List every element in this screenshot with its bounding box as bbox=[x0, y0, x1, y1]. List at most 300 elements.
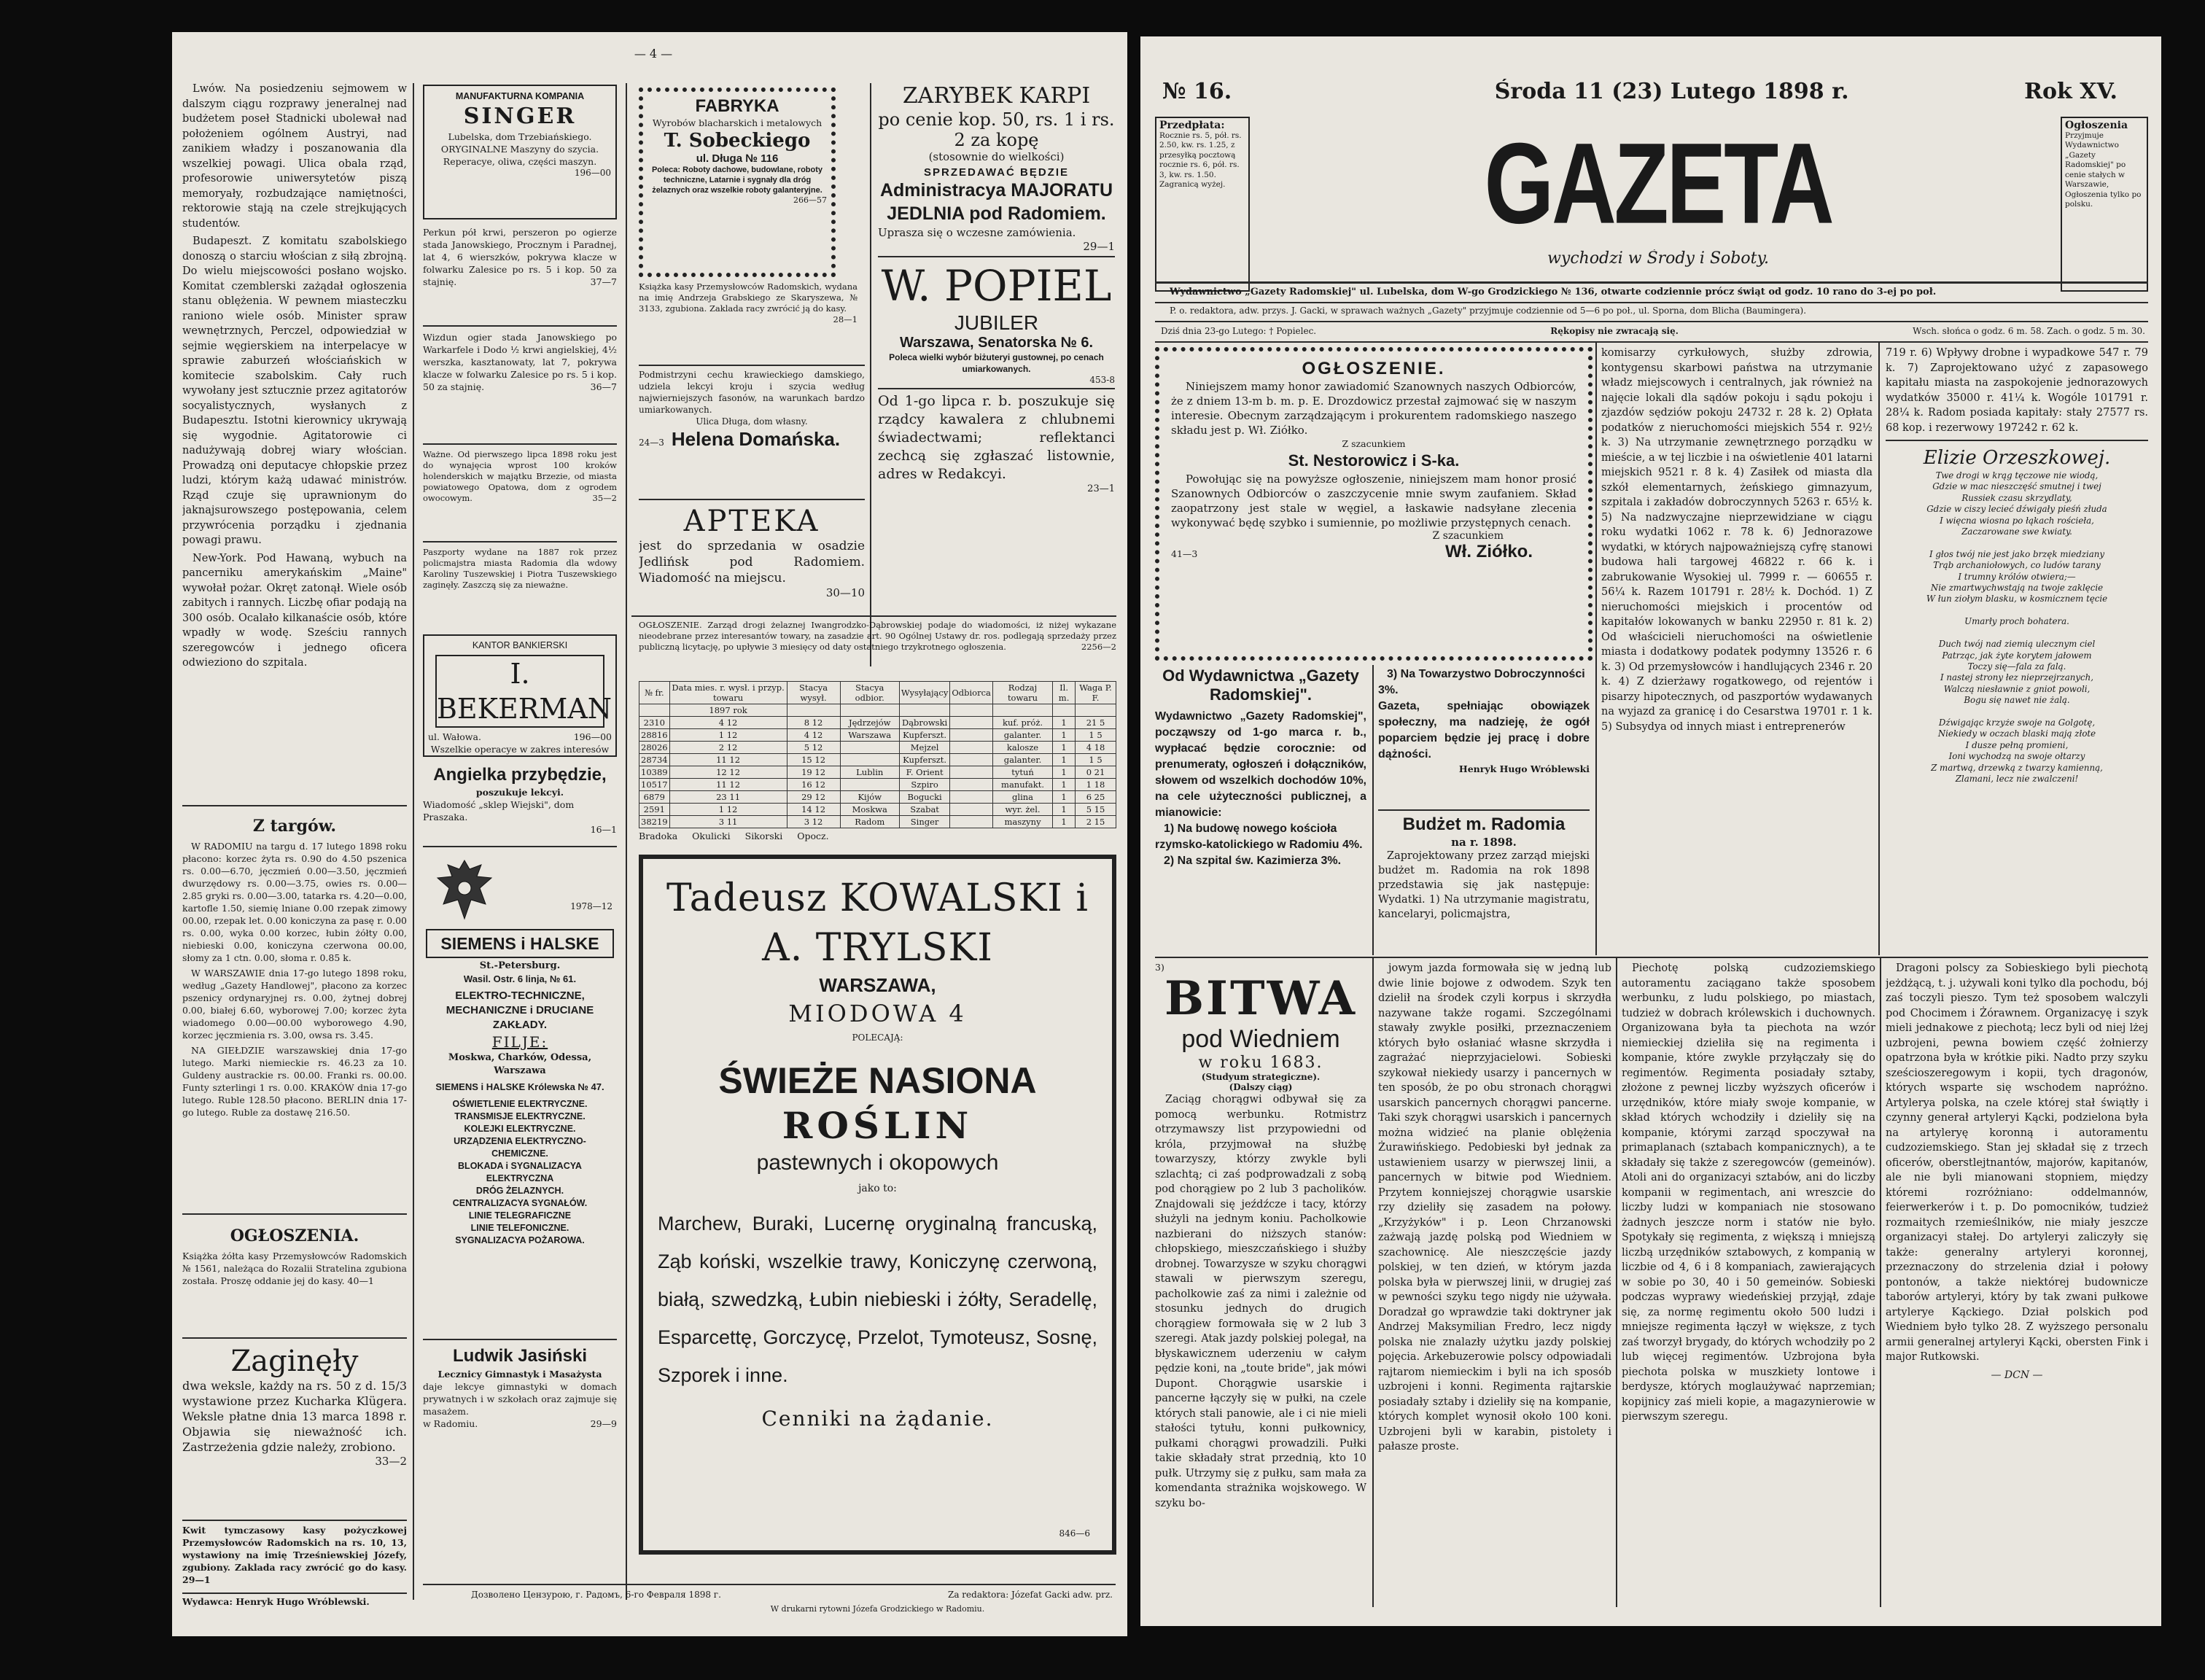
sun-line: Wsch. słońca o godz. 6 m. 58. Zach. o godz. 5 m. 30. bbox=[1913, 326, 2145, 336]
column-rule bbox=[626, 83, 627, 1600]
divider bbox=[1155, 321, 2148, 322]
siemens-warsaw: SIEMENS i HALSKE Królewska № 47. bbox=[435, 1081, 604, 1092]
siemens-service: BLOKADA i SYGNALIZACYA ELEKTRYCZNA bbox=[458, 1161, 582, 1183]
poem-line: Bogu się nawet nie żalą. bbox=[1964, 695, 2070, 706]
announcement-item: 1) Na budowę nowego kościoła rzymsko-katolickiego w Radomiu 4%. bbox=[1155, 822, 1363, 851]
railway-notice-num: 2256—2 bbox=[1081, 642, 1116, 652]
notice-signer: Wł. Ziółko. bbox=[1445, 542, 1533, 561]
poem-line: Russiek czasu skrzydlaty, bbox=[1961, 492, 2072, 503]
siemens-service: TRANSMISJE ELEKTRYCZNE. bbox=[454, 1111, 586, 1121]
fabryka-num: 266—57 bbox=[793, 195, 827, 205]
manuscripts-line: Rękopisy nie zwracają się. bbox=[1550, 326, 1679, 336]
zarybek-sub: po cenie kop. 50, rs. 1 i rs. 2 za kopę bbox=[878, 109, 1115, 150]
bitwa-year: w roku 1683. bbox=[1198, 1054, 1323, 1072]
kowalski-city: WARSZAWA, bbox=[819, 974, 936, 996]
wizdun-num: 36—7 bbox=[590, 381, 617, 392]
ludwik-sub: Lecznicy Gimnastyk i Masażysta bbox=[438, 1369, 602, 1380]
bitwa-column-4 bbox=[1886, 961, 2148, 1603]
issue-number: № 16. bbox=[1162, 79, 1232, 104]
bitwa-text: Zaciąg chorągwi odbywał się za pomocą werbunku. Rotmistrz otrzymawszy list przypowiedni od króla, przyjmował na służbę towarzyszy, którzy zwykle byli szlachtą; ci zaś podprowadzali z sobą pod chorągiew po 2 lub 3 pacholików. Znajdowali się jeźdźcze i tacy, którzy służyli na jednym koniu. Pacholkowie nazbierani do niższych stanów: chłopskiego, mieszczańskiego i służby drobnej. Towarzysze w szyku chorągwi stawali w pierwszym szeregu, pacholkowie zaś za nimi i zależnie od stosunku jednych do drugich chorągiew formowała się w 2 lub 3 szeregi. Atak jazdy polskiej polegał, na błyskawicznem uderzeniu w całym pędzie koni, na „toute bride", jak mówi Dupont. Chorągwie usarskie i pancerne łączyły się w pułki, na czele których stali panowie, ale i ci nie mieli stałości tytułu, konni pułkownicy, pułkami chorągwi prowadzili. Pułki takie składały strat przednią, kto 10 pułk. Utrzymy się z pułku, sam mała za komendanta strażnika wojskowego. W szyku bo- bbox=[1155, 1094, 1366, 1509]
announcement-text: Wydawnictwo „Gazety Radomskiej", począwszy od 1-go marca r. b., wypłacać będzie corocznie: od prenumeraty, ogłoszeń i dołączników, słowem od wszelkich dochodów 10%, na cele użyteczności publicznej, a mianowicie: bbox=[1155, 710, 1366, 819]
news-lwow: Lwów. Na posiedzeniu sejmowem w dalszym ciągu rozprawy jeneralnej nad budżetem poseł Stadnicki ubolewał nad położeniem ogólnem Austryi, nad zanikiem władzy i poszanowania dla wszelkiej powagi. Ulica obala rząd, profesorowie uniwersytetów piszą memoryały, rozbudzające namiętności, rektorowie stają na czele strejkujących studentów. bbox=[182, 83, 407, 230]
budget-column: komisarzy cyrkułowych, służby zdrowia, kontygensu skarbowi państwa na utrzymanie władz miejscowych i centralnych, jak również na najęcie lokali dla sądów pokoju i sądu pokoju i zjazdów sędziów pokoju 24732 r. 28 k. 2) Opłata podatków z nieruchomości miejskich 554 r. 92½ k. 3) Na utrzymanie zewnętrznego porządku w mieście, a w tej liczbie i na oświetlenie 401 latarni miejskich 9521 r. 8 k. 4) Zasiłek od miasta dla szkół elementarnych, żeńskiego gimnazyum, szpitala i zakładów dobroczynnych 5263 r. 65½ k. 5) Na nadzwyczajne nieprzewidziane w ciągu roku wydatki 1062 r. 78 k. 6) Jednorazowe wydatki, w których najpoważniejszą cyfrę stanowi budowa hali targowej 46822 r. 66 k. i zabrukowanie Wysokiej ul. 7999 r. — 60655 r. 56¼ k. Razem 101791 r. 28½ k. Dochód. 1) Z nieruchomości miejskich i procentów od kapitałów lokowanych w banku 22950 r. 81 k. 2) Od właścicieli nieruchomości na oświetlenie miasta i dodatkowy podatek podymny 13526 r. 6 k. 3) Od przemysłowców i handlujących 2346 r. 20 k. 4) Z dzierżawy rogatkowego, od rejentów i pisarzy hipotecznych, od paszportów wydawanych na wyjazd za granicę i do Cesarstwa 19701 r. 1 k. 5) Subsydya od innych miast i entreprenerów bbox=[1601, 347, 1872, 733]
divider bbox=[423, 443, 617, 445]
right-page bbox=[1140, 36, 2161, 1626]
notice-num: 41—3 bbox=[1171, 548, 1198, 559]
table-cell: Kupferszt. bbox=[899, 754, 949, 766]
column-rule bbox=[413, 83, 414, 1600]
kowalski-street: MIODOWA 4 bbox=[788, 1000, 967, 1027]
table-cell: 6879 bbox=[639, 791, 670, 804]
kowalski-jako: jako to: bbox=[858, 1183, 897, 1194]
poem-line: Duch twój nad ziemią ulecznym ciel bbox=[1938, 639, 2096, 650]
poem-line: I trumny królów otwiera;— bbox=[1958, 571, 2076, 582]
table-cell: Szpiro bbox=[899, 779, 949, 791]
fabryka-sub: Wyrobów blacharskich i metalowych bbox=[652, 117, 822, 128]
kowalski-num: 846—6 bbox=[1059, 1528, 1090, 1539]
market-title: Z targów. bbox=[252, 817, 337, 836]
kowalski-polecaja: POLECAJĄ: bbox=[852, 1032, 903, 1043]
ludwik-footer: w Radomiu. bbox=[423, 1418, 478, 1429]
page-number: — 4 — bbox=[634, 47, 673, 61]
angielka-title: Angielka przybędzie, bbox=[433, 765, 607, 785]
table-cell bbox=[840, 754, 899, 766]
siemens-service: LINIE TELEFONICZNE. bbox=[470, 1223, 569, 1233]
poem-line: Dźwigając krzyże swoje na Golgotę, bbox=[1938, 717, 2096, 728]
table-cell: 11 12 bbox=[669, 754, 787, 766]
left-page bbox=[172, 32, 1127, 1636]
table-stamp: Okulicki bbox=[692, 831, 731, 841]
publisher: Wydawca: Henryk Hugo Wróblewski. bbox=[182, 1596, 370, 1607]
table-cell: glina bbox=[992, 791, 1052, 804]
singer-name: SINGER bbox=[463, 104, 577, 129]
poem-line: Toczy się—fala za falą. bbox=[1967, 661, 2066, 672]
divider bbox=[1378, 809, 1590, 811]
table-cell: 28816 bbox=[639, 729, 670, 742]
notice-title: OGŁOSZENIE. bbox=[1302, 359, 1446, 378]
eagle-emblem-icon bbox=[432, 856, 497, 926]
zarybek-note: (stosownie do wielkości) bbox=[928, 150, 1065, 163]
issue-header bbox=[1162, 79, 2118, 104]
masthead-title: GAZETA bbox=[1484, 118, 1832, 248]
table-cell: 1 bbox=[1053, 766, 1076, 779]
ludwik-text: daje lekcye gimnastyki w domach prywatnych i w szkołach oraz zajmuje się masażem. bbox=[423, 1381, 617, 1417]
column-rule bbox=[1372, 958, 1374, 1607]
ad-fabryka bbox=[639, 88, 836, 277]
table-cell: 1 bbox=[1053, 742, 1076, 754]
ad-apteka bbox=[639, 505, 865, 607]
news-column bbox=[182, 82, 407, 836]
poem-line: Umarły proch bohatera. bbox=[1964, 616, 2069, 627]
table-cell: 2 12 bbox=[669, 742, 787, 754]
table-cell: 1 bbox=[1053, 717, 1076, 729]
angielka-text: Wiadomość „sklep Wiejski", dom Praszaka. bbox=[423, 799, 575, 822]
poem-line bbox=[1886, 628, 2148, 639]
popiel-text: Poleca wielki wybór biżuteryi gustownej, po cenach umiarkowanych. bbox=[889, 352, 1104, 374]
table-cell: 1 5 bbox=[1076, 754, 1116, 766]
kowalski-roslin: ROŚLIN bbox=[782, 1104, 973, 1147]
market-warszawa: W WARSZAWIE dnia 17-go lutego 1898 roku, według „Gazety Handlowej", płacono za korzec pszenicy ordynaryjnej rs. 0.00, żytnej dobrej 0.00, białej 6.60, wyborowej 7.00; korzec żyta wiadomego 0.00—00.00 wyborowego 4.90, korzec jęczmienia rs. 3.00, owsa rs. 3.45. bbox=[182, 968, 407, 1041]
kowalski-list: Marchew, Buraki, Lucernę oryginalną francuską, Ząb koński, wszelkie trawy, Koniczynę czerwoną, białą, szwedzką, Łubin niebieski i żółty, Seradellę, Esparcettę, Gorczycę, Przelot, Tymoteusz, Sosnę, Szporek i inne. bbox=[658, 1213, 1097, 1386]
apteka-title: APTEKA bbox=[683, 505, 820, 538]
table-cell: 1 bbox=[1053, 804, 1076, 816]
news-budapeszt: Budapeszt. Z komitatu szabolskiego donoszą o starciu włościan z siłą zbrojną. Do wielu miejscowości posłano wojsko. Komitat czemblerski zażądał ogłoszenia stanu oblężenia. W pewnem miasteczku raniono wiele osób. Minister spraw wewnętrznych, Perczel, odpowiedział w sejmie węgierskiem na interpelacye w sprawie zaburzeń włościańskich w komitecie szabolskim. Cały ruch wywołany jest sztucznie przez agitatorów socyalistycznych, wysłanych z Budapesztu. Istotni kierownicy ukrywają się wygodnie. Agitatorowie ci nadużywają dobrej wiary włościan. Prowadzą oni deputacye chłopskie przez ludzi, którym każą udawać ministrów. Rząd czuje się uprawnionym do jaknajsurowszego postępowania, celem przywrócenia porządku i zjednania powagi prawu. bbox=[182, 236, 407, 546]
divider bbox=[423, 541, 617, 542]
upraszacie: Uprasza się o wczesne zamówienia. bbox=[878, 226, 1076, 239]
poem-line: Trąb archaniołowych, co ludów tarany bbox=[1933, 560, 2101, 571]
table-cell: 21 5 bbox=[1076, 717, 1116, 729]
table-cell bbox=[950, 717, 993, 729]
poem-line bbox=[1886, 605, 2148, 616]
table-cell: 6 25 bbox=[1076, 791, 1116, 804]
table-header: Rodzaj towaru bbox=[992, 682, 1052, 704]
table-cell: Kijów bbox=[840, 791, 899, 804]
divider bbox=[631, 615, 1116, 617]
zaginely-title: Zaginęły bbox=[230, 1345, 359, 1378]
publisher-announcement bbox=[1155, 666, 1366, 955]
siemens-name: SIEMENS i HALSKE bbox=[426, 929, 614, 958]
siemens-service: SYGNALIZACYA POŻAROWA. bbox=[455, 1235, 585, 1245]
siemens-city: St.-Petersburg. bbox=[479, 960, 561, 971]
table-cell: 3 11 bbox=[669, 816, 787, 828]
subscription-title: Przedpłata: bbox=[1159, 120, 1225, 131]
table-cell: tytuń bbox=[992, 766, 1052, 779]
poem-line bbox=[1886, 537, 2148, 548]
announcement-item: 3) Na Towarzystwo Dobroczynności 3%. bbox=[1378, 668, 1585, 696]
table-cell bbox=[950, 779, 993, 791]
divider bbox=[182, 1213, 407, 1215]
table-cell: 1 bbox=[1053, 791, 1076, 804]
column-rule bbox=[1880, 958, 1881, 1607]
bitwa-num: 3) bbox=[1155, 962, 1164, 973]
divider bbox=[639, 365, 865, 366]
table-header: Il. m. bbox=[1053, 682, 1076, 704]
table-cell bbox=[950, 742, 993, 754]
lipca-num: 23—1 bbox=[1087, 483, 1115, 494]
poem-line: I nastej strony łez nieprzejrzanych, bbox=[1940, 672, 2094, 683]
bitwa-column-1 bbox=[1155, 961, 1366, 1603]
table-cell: 29 12 bbox=[787, 791, 840, 804]
table-row bbox=[639, 742, 1116, 754]
wazne-text: Ważne. Od pierwszego lipca 1898 roku jest do wynajęcia wprost 100 kroków holenderskich w majątku Brzezie, od miasta powiatowego Opatowa, dom z ogrodem owocowym. bbox=[423, 449, 617, 503]
ad-bekerman bbox=[423, 634, 617, 757]
table-cell: 5 15 bbox=[1076, 804, 1116, 816]
table-cell: manufakt. bbox=[992, 779, 1052, 791]
column-rule bbox=[1616, 958, 1617, 1607]
table-cell: 4 12 bbox=[787, 729, 840, 742]
singer-header: MANUFAKTURNA KOMPANIA bbox=[455, 91, 585, 101]
kantor-text: Wszelkie operacye w zakres interesów bbox=[430, 744, 610, 755]
budget-sub: na r. 1898. bbox=[1451, 836, 1517, 849]
table-cell: Bogucki bbox=[899, 791, 949, 804]
kowalski-cenniki: Cenniki na żądanie. bbox=[761, 1407, 994, 1431]
poem-line: Zaczarowane swe kwiaty. bbox=[1961, 526, 2072, 537]
table-cell: 28734 bbox=[639, 754, 670, 766]
table-cell: Moskwa bbox=[840, 804, 899, 816]
siemens-address: Wasil. Ostr. 6 linja, № 61. bbox=[463, 973, 577, 984]
table-body bbox=[639, 717, 1116, 828]
column-4 bbox=[878, 83, 1115, 666]
announcement-text2: Gazeta, spełniając obowiązek społeczny, ma nadzieję, że ogół poparciem będzie jej pracę i dobre dążności. bbox=[1378, 700, 1590, 761]
ad-wizdun bbox=[423, 331, 617, 440]
announcement-item: 2) Na szpital św. Kazimierza 3%. bbox=[1164, 855, 1342, 867]
ad-ksiazka-kasy bbox=[639, 281, 858, 362]
kowalski-pastewnych: pastewnych i okopowych bbox=[756, 1151, 999, 1175]
popiel-jubiler: JUBILER bbox=[954, 311, 1039, 334]
table-row bbox=[639, 766, 1116, 779]
table-cell: 16 12 bbox=[787, 779, 840, 791]
poem-line: Zlamani, lecz nie zwalczeni! bbox=[1955, 773, 2079, 784]
table-cell: kuf. próż. bbox=[992, 717, 1052, 729]
poem-line: Z martwą, drzewką z twarzy kamienną, bbox=[1931, 762, 2103, 773]
table-cell: 3 12 bbox=[787, 816, 840, 828]
table-cell: 1 12 bbox=[669, 804, 787, 816]
poem-line: Niekiedy w oczach blaski mają złote bbox=[1937, 728, 2096, 739]
table-cell: Kupferszt. bbox=[899, 729, 949, 742]
fabryka-title: FABRYKA bbox=[695, 96, 779, 116]
table-year: 1897 rok bbox=[669, 704, 787, 717]
ad-perkun bbox=[423, 226, 617, 322]
table-cell: Radom bbox=[840, 816, 899, 828]
ad-angielka bbox=[423, 764, 617, 844]
siemens-service: URZĄDZENIA ELEKTRYCZNO-CHEMICZNE. bbox=[454, 1136, 586, 1159]
zaginely-num: 33—2 bbox=[375, 1455, 407, 1468]
zarybek-title: ZARYBEK KARPI bbox=[902, 83, 1091, 109]
market-radom: W RADOMIU na targu d. 17 lutego 1898 roku płacono: korzec żyta rs. 0.90 do 4.50 pszenica rs. 0.00—6.70, jęczmień 0.00—3.50, jęczmień dwurzędowy rs. 0.00—3.75, owies rs. 0.00—2.85 gryki rs. 0.00—3.00, tatarka rs. 4.20—0.00, kartofle 1.50, siemię lniane 0.00 rzepak zimowy 00.00, rzepak let. 0.00 koniczyna za pasę r. 0.00 rs. 0.00, wyka 0.00 korzec, łubin żółty 0.00, niebieski 0.00, koniczyna czerwona 00.00, słomy za 1 ctn. 0.00, słoma r. 0.85 k. bbox=[182, 841, 407, 963]
poem-line: Gdzie w ciszy lecieć dźwigały pieśń złuda bbox=[1926, 504, 2107, 515]
poem-line: W łun ziołym blasku, w kosmicznem tęcie bbox=[1926, 594, 2108, 604]
notice-szacunek2: Z szacunkiem bbox=[1432, 530, 1504, 542]
table-header: Stacya wysył. bbox=[787, 682, 840, 704]
wizdun-text: Wizdun ogier stada Janowskiego po Warkarfele i Dodo ½ krwi angielskiej, 4½ werszka, kasztanowaty, lat 7, pokrywa klacze w folwarku Zalesice po rs. 5 i kop. 50 za stajnię. bbox=[423, 332, 617, 392]
table-cell bbox=[950, 754, 993, 766]
kowalski-name: Tadeusz KOWALSKI i A. TRYLSKI bbox=[666, 876, 1089, 970]
table-cell bbox=[840, 779, 899, 791]
table-cell: Dąbrowski bbox=[899, 717, 949, 729]
divider bbox=[423, 325, 617, 327]
table-header: Data mies. r. wysł. i przyp. towaru bbox=[669, 682, 787, 704]
divider bbox=[182, 1337, 407, 1339]
column-rule bbox=[1372, 665, 1374, 955]
siemens-filje: FILJE: bbox=[491, 1033, 548, 1051]
bitwa-continued: (Dalszy ciąg) bbox=[1229, 1082, 1293, 1092]
poem-body bbox=[1886, 470, 2148, 785]
table-cell: 4 12 bbox=[669, 717, 787, 729]
table-cell: 2310 bbox=[639, 717, 670, 729]
railway-notice-text: OGŁOSZENIE. Zarząd drogi żelaznej Iwangrodzko-Dąbrowskiej podaje do wiadomości, iż niżej wykazane nieodebrane przez interesantów towary, na zasadzie art. 90 Ogólnej Ustawy dr. ros. podlegają sprzedaży przez publiczną licytację, po upływie 3 miesięcy od daty ostatniego trzykrotnego ogłoszenia. bbox=[639, 620, 1116, 652]
bitwa-title: BITWA bbox=[1164, 971, 1358, 1026]
divider bbox=[423, 1339, 617, 1340]
budget-title: Budżet m. Radomia bbox=[1402, 814, 1566, 834]
table-cell: 10389 bbox=[639, 766, 670, 779]
table-row bbox=[639, 816, 1116, 828]
table-cell: 0 21 bbox=[1076, 766, 1116, 779]
notice-firm: St. Nestorowicz i S-ka. bbox=[1288, 451, 1460, 470]
table-row bbox=[639, 791, 1116, 804]
table-row bbox=[639, 729, 1116, 742]
siemens-services bbox=[426, 1098, 614, 1247]
ksiazka-text: Książka kasy Przemysłowców Radomskich, wydana na imię Andrzeja Grabskiego ze Skaryszewa, № 3133, zgubiona. Zaklada racy zwrócić ją do kasy. bbox=[639, 281, 858, 314]
poem-line: Walczą niesławnie z gniot powoli, bbox=[1943, 683, 2091, 694]
fabryka-name: T. Sobeckiego bbox=[664, 130, 811, 152]
table-cell: 11 12 bbox=[669, 779, 787, 791]
kantor-name: I. BEKERMAN bbox=[435, 655, 604, 728]
ad-podmistrzyni bbox=[639, 369, 865, 497]
poem-line: I więcna wiosna po łąkach rościeła, bbox=[1940, 515, 2094, 526]
singer-text: Lubelska, dom Trzebiańskiego. ORYGINALNE Maszyny do szycia. Reperacye, oliwa, części maszyn. bbox=[440, 131, 599, 167]
table-cell: Singer bbox=[899, 816, 949, 828]
subscription-text: Rocznie rs. 5, pół. rs. 2.50, kw. rs. 1.25, z przesyłką pocztową rocznie rs. 6, pół. rs. 3, kw. rs. 1.50. Zagranicą wyżej. bbox=[1159, 131, 1242, 189]
notice-p2: Powołując się na powyższe ogłoszenie, niniejszem mam honor prosić Szanownych Odbiorców o zaszczycenie mnie swym zaufaniem. Skład zaopatrzony jest stale w węgiel, a łaskawie nadsyłane zlecenia wykonywać będę szybko i sumiennie, po możliwie przystępnych cenach. bbox=[1171, 472, 1576, 529]
table-cell: wyr. żel. bbox=[992, 804, 1052, 816]
ad-ksiazka: Książka żółta kasy Przemysłowców Radomskich № 1561, należąca do Rozalii Stratelina zgubiona została. Proszę oddanie jej do kasy. 40—1 bbox=[182, 1251, 407, 1286]
ad-kwit: Kwit tymczasowy kasy pożyczkowej Przemysłowców Radomskich na rs. 10, 13, wystawiony na imię Trześniewskiej Józefy, zgubiony. Zaklada racy zwrócić go do kasy. 29—1 bbox=[182, 1525, 407, 1585]
angielka-num: 16—1 bbox=[590, 824, 617, 835]
siemens-service: DRÓG ŻELAZNYCH. bbox=[475, 1186, 564, 1196]
masthead-subtitle: wychodzi w Środy i Soboty. bbox=[1547, 249, 1769, 268]
popiel-addr: Warszawa, Senatorska № 6. bbox=[900, 335, 1093, 351]
masthead bbox=[1257, 106, 2059, 252]
kantor-num: 196—00 bbox=[573, 731, 612, 742]
divider bbox=[182, 805, 407, 806]
budget-and-poem bbox=[1886, 346, 2148, 955]
today-line: Dziś dnia 23-go Lutego: † Popielec. bbox=[1161, 326, 1317, 336]
ads-info-box bbox=[2061, 117, 2148, 292]
ludwik-num: 29—9 bbox=[590, 1418, 617, 1429]
ad-nestorowicz bbox=[1155, 347, 1592, 661]
table-row bbox=[639, 779, 1116, 791]
bitwa-sub: pod Wiedniem bbox=[1181, 1025, 1340, 1053]
table-stamp: Sikorski bbox=[744, 831, 783, 841]
table-cell: 10517 bbox=[639, 779, 670, 791]
perkun-num: 37—7 bbox=[590, 276, 617, 287]
table-header: Stacya odbior. bbox=[840, 682, 899, 704]
kantor-address: ul. Wałowa. bbox=[428, 731, 481, 742]
table-cell: 1 5 bbox=[1076, 729, 1116, 742]
railway-table bbox=[639, 681, 1116, 849]
table-cell: kalosze bbox=[992, 742, 1052, 754]
column-rule bbox=[870, 83, 871, 666]
podmistrzyni-addr: Ulica Długa, dom własny. bbox=[696, 416, 808, 427]
table-cell: 1 12 bbox=[669, 729, 787, 742]
table-cell: 12 12 bbox=[669, 766, 787, 779]
bitwa-text-4: Dragoni polscy za Sobieskiego byli piechotą jeżdżącą, t. j. używali koni tylko dla pochodu, bój zaś toczyli pieszo. Tym też sposobem walczyli pod Chocimem i Żórawnem. Organizacyę i szyk mieli jednakowe z piechotą; lecz byli od niej lżej uzbrojeni, pewna bowiem część żołnierzy opatrzona była w krótkie piki. Nadto przy szyku sześcioszeregowym i kopii, tych dragonów, których wsparte się wschodem napróżno. Artylerya polska, na czele której stał świątły i czynny generał artyleryi Kącki, podzielona była na artyleryę koronną i autoramentu cudzoziemskiego. Stan jej składał się z trzech oficerów, oberstlejtnantów, majorów, kapitanów, ale nie byli mianowani stopniem, między któremi rozróżniano: oddelmannów, feierwerkerów i t. p. Do pomocników, tudzież rozmaitych rzemieślników, nie miały jeszcze organizacyi stałej. Do artyleryi zaliczyły się także: generalny artyleryi koronnej, przeznaczony do strzelenia dział i połowy pontonów, a także niektórej budownicze taborów artyleryi, który by tak zwani pułkowe artylerye Kąckiego. Dział polskich pod Wiedniem było tylko 28. Z wyższego personalu armii generalnej artyleryi Kącki, obersten Fink i major Rutkowski. bbox=[1886, 962, 2148, 1363]
poem-line: I głos twój nie jest jako brzęk miedziany bbox=[1929, 548, 2105, 559]
bitwa-note: (Studyum strategiczne). bbox=[1201, 1072, 1321, 1082]
ad-paszport: Paszporty wydane na 1887 rok przez policmajstra miasta Radomia dla wdowy Karoliny Tuszewskiej i Piotra Tuszewskiego zaginęły. Zaszczą się za nieważne. bbox=[423, 547, 617, 590]
table-cell: 1 18 bbox=[1076, 779, 1116, 791]
poem-line: Gdzie w mac nieszczęść smutnej i twej bbox=[1932, 481, 2101, 492]
table-cell: Mejzel bbox=[899, 742, 949, 754]
table-stamp: Opocz. bbox=[797, 831, 829, 841]
editor-line: P. o. redaktora, adw. przys. J. Gacki, w sprawach ważnych „Gazety" przyjmuje codziennie od 5—6 po poł., ul. Sporna, dom Blicha (Baumingera). bbox=[1170, 306, 1807, 316]
ad-jasinski bbox=[423, 1345, 617, 1592]
table-cell bbox=[950, 804, 993, 816]
divider bbox=[423, 846, 617, 847]
ksiazka-num: 28—1 bbox=[833, 314, 858, 324]
siemens-service: LINIE TELEGRAFICZNE bbox=[468, 1210, 572, 1221]
ludwik-title: Ludwik Jasiński bbox=[452, 1346, 588, 1366]
notice-p1: Niniejszem mamy honor zawiadomić Szanownych naszych Odbiorców, że z dniem 13-m b. m. p. E. Drozdowicz przestał zajmować się w naszym interesie. Obecnym zarządzającym i prokurentem radomskiego naszego składu jest p. Wł. Ziółko. bbox=[1171, 380, 1576, 437]
table-cell bbox=[840, 742, 899, 754]
table-cell: Warszawa bbox=[840, 729, 899, 742]
lipca-text: Od 1-go lipca r. b. poszukuje się rządcy kawalera z chlubnemi świadectwami; reflektanci zechcą się zgłaszać listownie, adres w Redakcyi. bbox=[878, 393, 1115, 482]
ad-siemens bbox=[423, 850, 617, 1331]
announcement-signer: Henryk Hugo Wróblewski bbox=[1458, 763, 1590, 774]
table-row bbox=[639, 804, 1116, 816]
podmistrzyni-text: Podmistrzyni cechu krawieckiego damskiego, udziela lekcyi kroju i szycia według najwierniejszych fasonów, na warunkach bardzo umiarkowanych. bbox=[639, 370, 865, 415]
table-cell bbox=[950, 791, 993, 804]
table-cell: 38219 bbox=[639, 816, 670, 828]
table-header: Wysyłający bbox=[899, 682, 949, 704]
table-header: № fr. bbox=[639, 682, 670, 704]
angielka-sub: poszukuje lekcyi. bbox=[475, 787, 564, 798]
ad-zaginely bbox=[182, 1345, 407, 1512]
publisher-announcement-cont bbox=[1378, 666, 1590, 812]
railway-notice bbox=[639, 620, 1116, 678]
table-cell: galanter. bbox=[992, 754, 1052, 766]
ads-title: OGŁOSZENIA. bbox=[230, 1226, 359, 1245]
publisher-line: Wydawnictwo „Gazety Radomskiej" ul. Lubelska, dom W-go Grodzickiego № 136, otwarte codziennie prócz świąt od godz. 10 rano do 3-ej po poł. bbox=[1170, 287, 1937, 298]
dcn: — DCN — bbox=[1991, 1369, 2043, 1381]
table-cell: 14 12 bbox=[787, 804, 840, 816]
siemens-service: OŚWIETLENIE ELEKTRYCZNE. bbox=[452, 1099, 588, 1109]
popiel-name: W. POPIEL bbox=[881, 261, 1112, 311]
poem-line: Nie zmartwychwstają na twoje zaklęcie bbox=[1930, 583, 2104, 594]
notice-szacunek: Z szacunkiem bbox=[1342, 438, 1406, 449]
poem-line: Twe drogi w krąg tęczowe nie wiodą, bbox=[1935, 470, 2099, 481]
table-cell: Lublin bbox=[840, 766, 899, 779]
divider bbox=[1155, 281, 2148, 284]
column-rule bbox=[1878, 343, 1880, 955]
table-cell: 1 bbox=[1053, 779, 1076, 791]
poem-title: Elizie Orzeszkowej. bbox=[1923, 447, 2111, 469]
table-cell bbox=[950, 816, 993, 828]
ad-kowalski-trylski bbox=[639, 855, 1116, 1555]
budget-text: Zaprojektowany przez zarząd miejski budżet m. Radomia na rok 1898 przedstawia się jak następuje: Wydatki. 1) Na utrzymanie magistratu, kancelaryi, policmajstra, bbox=[1378, 850, 1590, 920]
siemens-service: KOLEJKI ELEKTRYCZNE. bbox=[464, 1124, 576, 1134]
table-cell: 1 bbox=[1053, 816, 1076, 828]
divider bbox=[1155, 302, 2148, 303]
table-stamp: Bradoka bbox=[639, 831, 678, 841]
ads-info-text: Przyjmuje Wydawnictwo „Gazety Radomskiej" po cenie stałych w Warszawie, Ogłoszenia tylko po polsku. bbox=[2065, 131, 2142, 209]
ad-singer bbox=[423, 85, 617, 219]
info-line bbox=[1161, 325, 2145, 338]
column-rule bbox=[1595, 343, 1597, 955]
apteka-text: jest do sprzedania w osadzie Jedlińsk pod Radomiem. Wiadomość na miejscu. bbox=[639, 539, 865, 586]
divider bbox=[1886, 440, 2148, 441]
table-row bbox=[639, 754, 1116, 766]
table-cell: F. Orient bbox=[899, 766, 949, 779]
domanska-num: 24—3 bbox=[639, 438, 664, 448]
upraszacie-num: 29—1 bbox=[1083, 240, 1115, 253]
divider bbox=[878, 388, 1115, 389]
kowalski-swieze: ŚWIEŻE NASIONA bbox=[718, 1060, 1037, 1101]
divider bbox=[1155, 957, 2148, 958]
budget-article bbox=[1378, 814, 1590, 955]
poem-line: I dusze pełną promieni, bbox=[1965, 739, 2069, 750]
table-cell: maszyny bbox=[992, 816, 1052, 828]
table-header: Odbiorca bbox=[950, 682, 993, 704]
table-cell: galanter. bbox=[992, 729, 1052, 742]
siemens-cities: Moskwa, Charków, Odessa, Warszawa bbox=[448, 1052, 592, 1076]
table-cell: 8 12 bbox=[787, 717, 840, 729]
popiel-num: 453-8 bbox=[1089, 375, 1115, 385]
table-cell: 2591 bbox=[639, 804, 670, 816]
zaginely-text: dwa weksle, każdy na rs. 50 z d. 15/3 wystawione przez Kucharka Klügera. Weksle płatne dnia 13 marca 1898 r. Objawia się nieważność ich. Zastrzeżenia gdzie należy, zrobiono. bbox=[182, 1379, 407, 1454]
fabryka-address: ul. Długa № 116 bbox=[696, 152, 779, 165]
table-cell: 5 12 bbox=[787, 742, 840, 754]
